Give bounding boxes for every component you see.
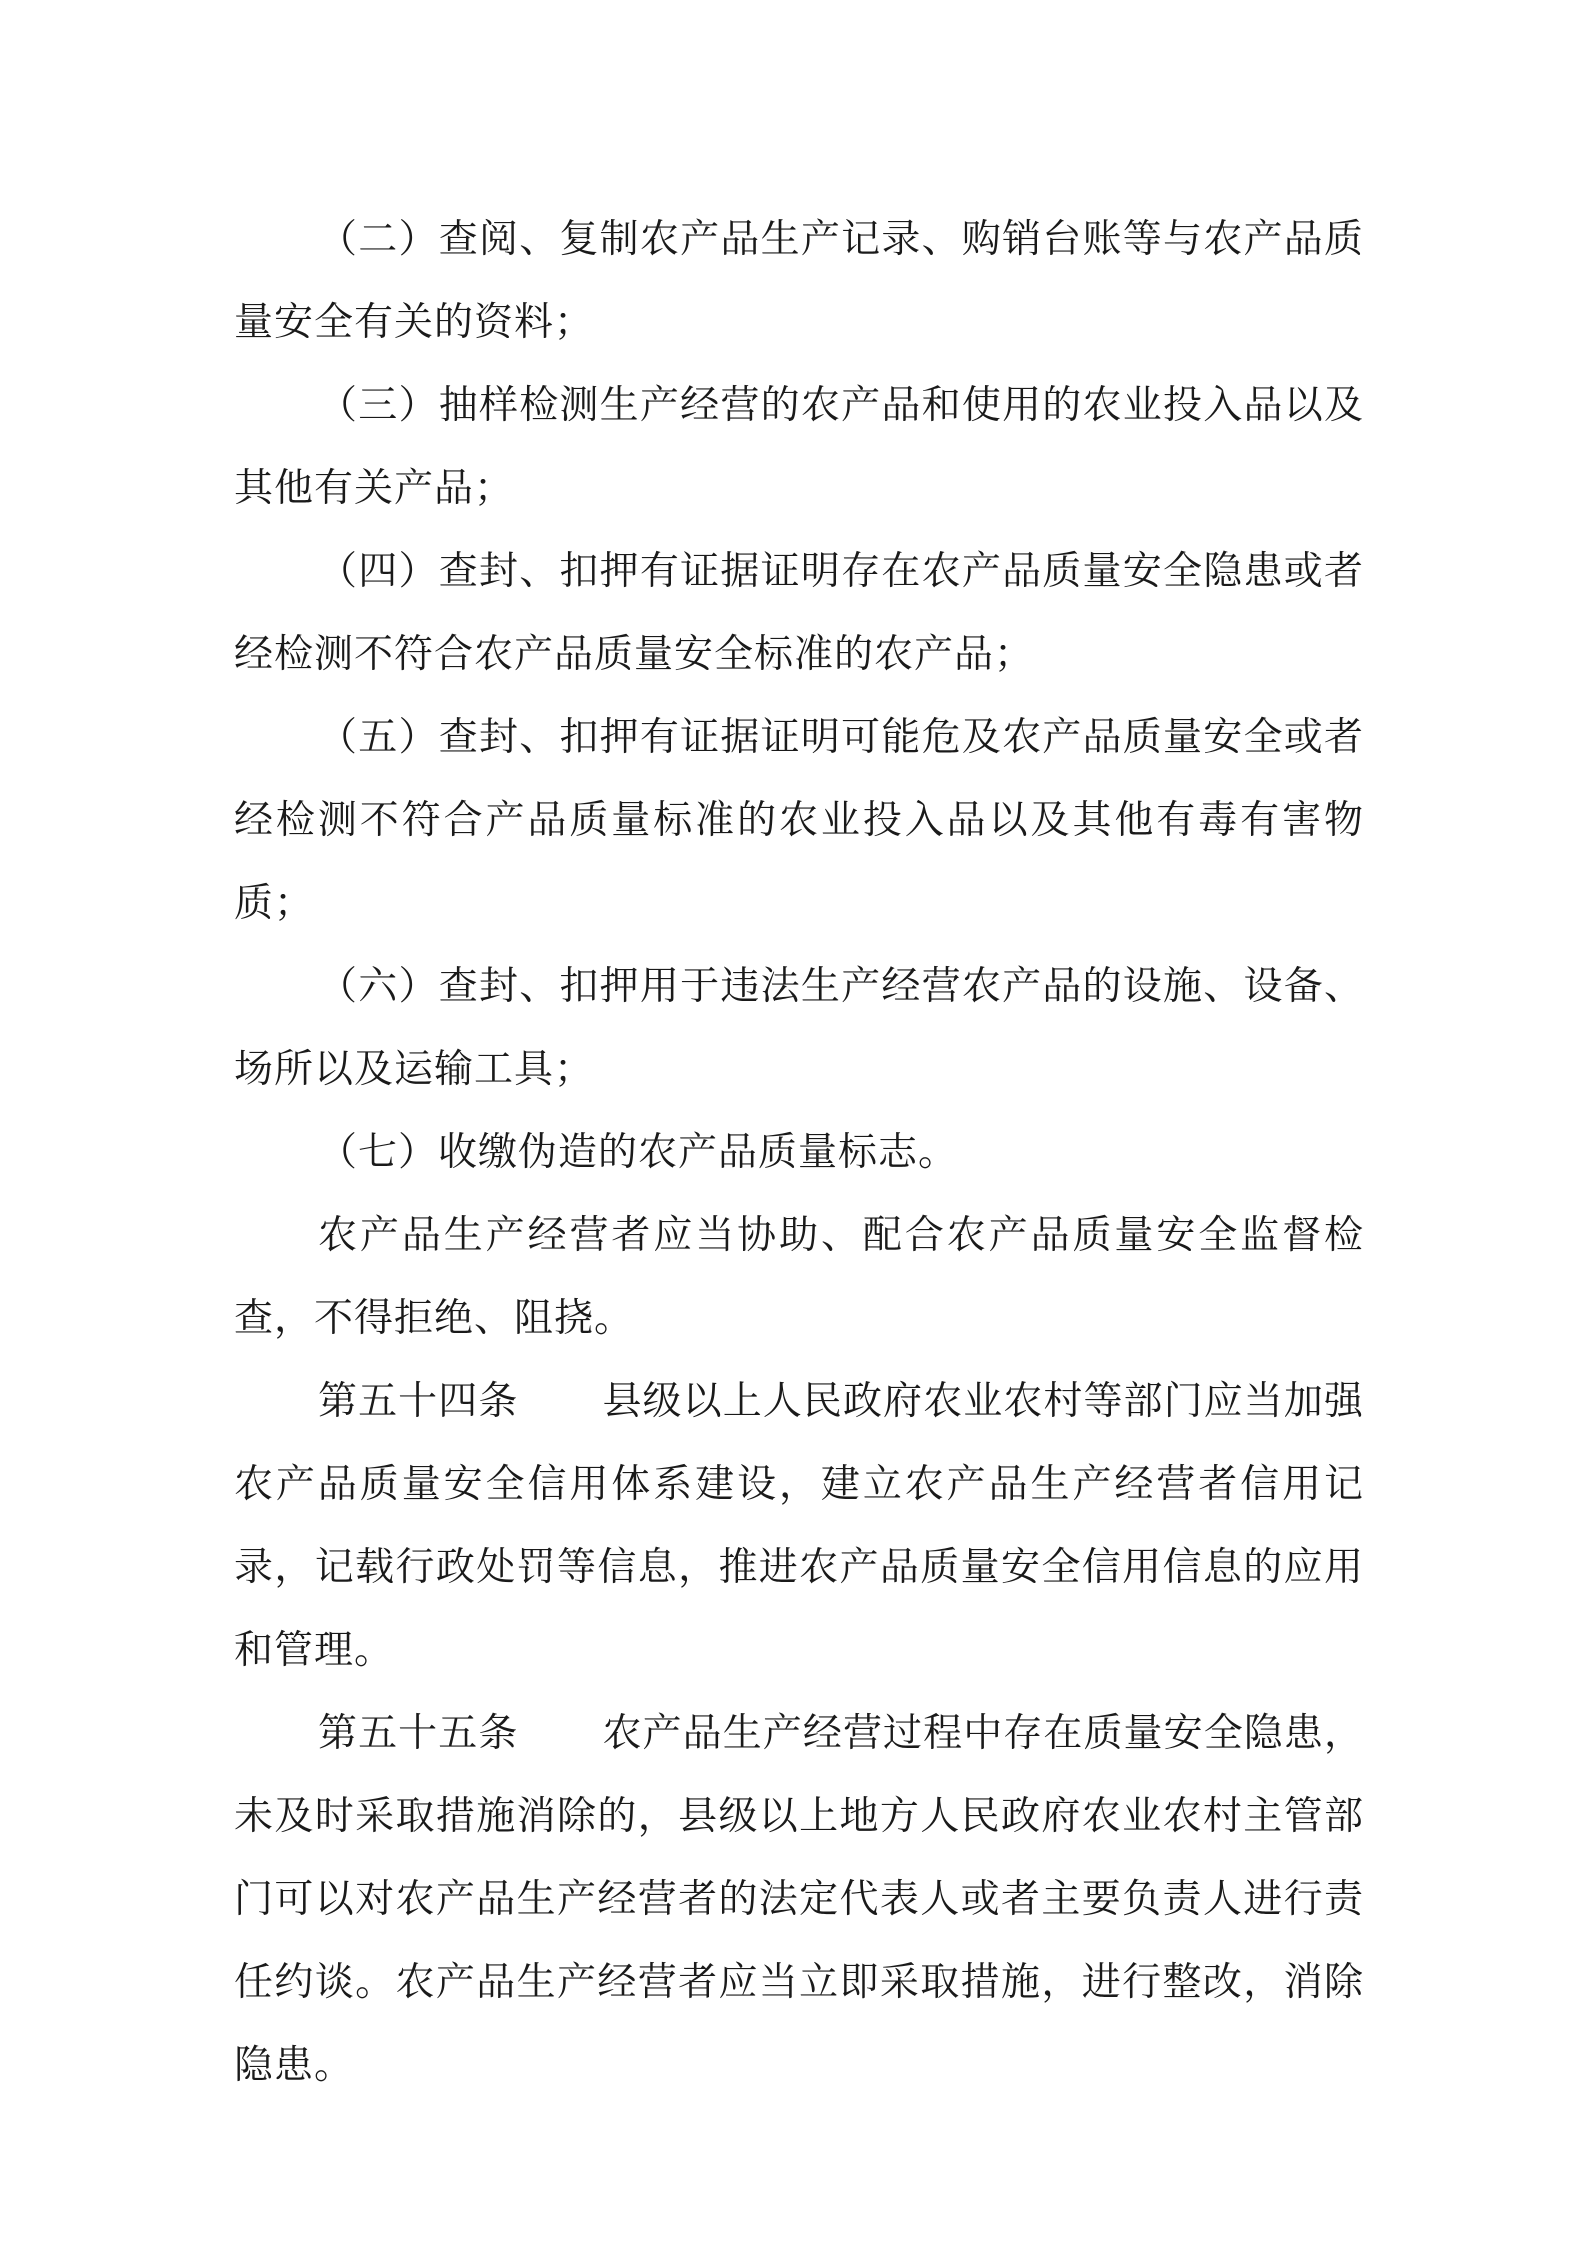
article-54-number: 第五十四条	[318, 1379, 519, 1424]
paragraph-item-2: （二）查阅、复制农产品生产记录、购销台账等与农产品质量安全有关的资料；	[234, 217, 1364, 345]
paragraph-item-5: （五）查封、扣押有证据证明可能危及农产品质量安全或者经检测不符合产品质量标准的农业投入品以及其他有毒有害物质；	[234, 715, 1364, 926]
paragraph-item-7: （七）收缴伪造的农产品质量标志。	[318, 1130, 959, 1175]
article-54	[234, 1360, 1364, 1692]
paragraph-item-4: （四）查封、扣押有证据证明存在农产品质量安全隐患或者经检测不符合农产品质量安全标准的农产品；	[234, 549, 1364, 677]
article-54-text: 县级以上人民政府农业农村等部门应当加强农产品质量安全信用体系建设，建立农产品生产经营者信用记录，记载行政处罚等信息，推进农产品质量安全信用信息的应用和管理。	[234, 1379, 1364, 1673]
paragraph-item-6: （六）查封、扣押用于违法生产经营农产品的设施、设备、场所以及运输工具；	[234, 964, 1364, 1092]
paragraph-cooperation: 农产品生产经营者应当协助、配合农产品质量安全监督检查，不得拒绝、阻挠。	[234, 1213, 1364, 1341]
paragraph-item-3: （三）抽样检测生产经营的农产品和使用的农业投入品以及其他有关产品；	[234, 383, 1364, 511]
document-body	[234, 198, 1364, 2107]
article-55-text: 农产品生产经营过程中存在质量安全隐患，未及时采取措施消除的，县级以上地方人民政府农业农村主管部门可以对农产品生产经营者的法定代表人或者主要负责人进行责任约谈。农产品生产经营者应当立即采取措施，进行整改，消除隐患。	[234, 1711, 1364, 2088]
article-55	[234, 1692, 1364, 2107]
article-55-number: 第五十五条	[318, 1711, 519, 1756]
